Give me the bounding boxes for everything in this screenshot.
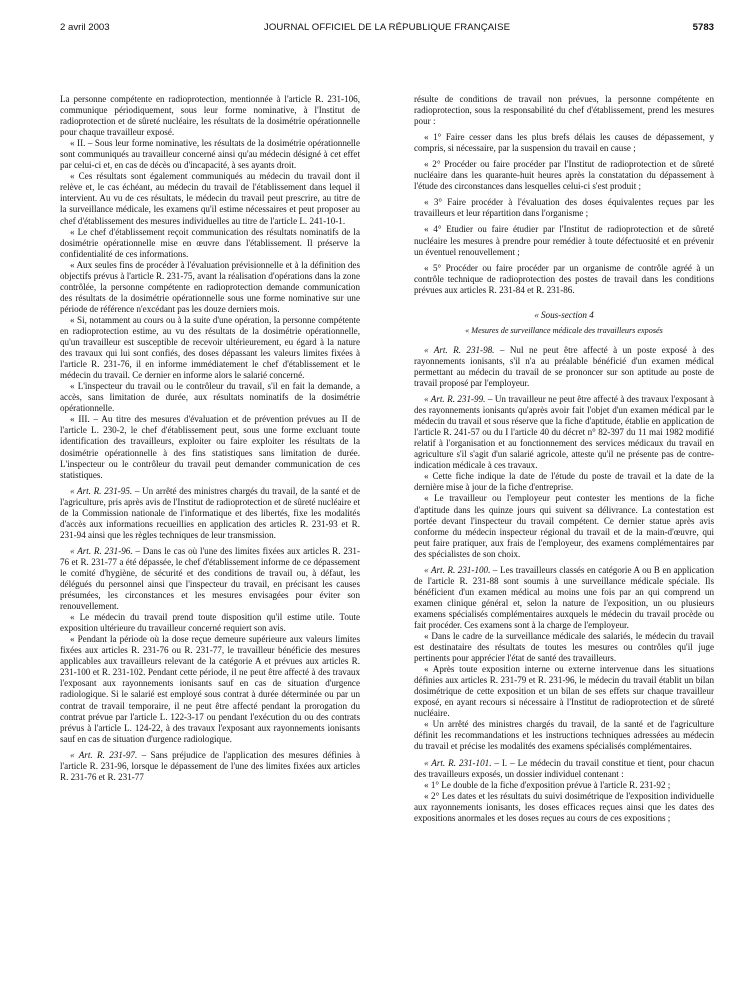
article-paragraph [414, 758, 714, 780]
article-text: – Dans le cas où l'une des limites fixées aux articles R. 231-76 et R. 231-77 a été dépassée, le chef d'établissement informe de ce dépassement le comité d'hygiène, de sécurité et des conditions de travail ou, à défaut, les délégués du personnel ainsi que l'inspecteur du travail, en précisant les causes présumées, les circonstances et les mesures envisagées pour éviter son renouvellement. [60, 545, 360, 612]
article-text: – I. – Le médecin du travail constitue et tient, pour chacun des travailleurs exposés, un dossier individuel contenant : [414, 757, 714, 779]
article-number: « Art. R. 231-98. [424, 344, 495, 355]
paragraph: résulte de conditions de travail non prévues, la personne compétente en radioprotection, sous la responsabilité du chef d'établissement, prend les mesures pour : [414, 94, 714, 127]
paragraph: « Si, notamment au cours ou à la suite d'une opération, la personne compétente en radioprotection estime, au vu des résultats de la dosimétrie opérationnelle, qu'un travailleur est susceptible de recevoir ultérieurement, eu égard à la nature des travaux qui lui sont confiés, des doses dépassant les valeurs limites fixées à l'article R. 231-76, il en informe immédiatement le chef d'établissement et le médecin du travail. Ce dernier en informe alors le salarié concerné. [60, 314, 360, 381]
article-text: – Un travailleur ne peut être affecté à des travaux l'exposant à des rayonnements ionisants qu'après avoir fait l'objet d'un examen médical par le médecin du travail et sous réserve que la fiche d'aptitude, établie en application de l'article R. 241-57 ou du I l'article 40 du décret n° 82-397 du 11 mai 1982 modifié relatif à l'organisation et au fonctionnement des services médicaux du travail en agriculture s'il s'agit d'un salarié agricole, atteste qu'il ne présente pas de contre-indication médicale à ces travaux. [414, 394, 714, 471]
article-text: – Les travailleurs classés en catégorie A ou B en application de l'article R. 231-88 sont soumis à une surveillance médicale spéciale. Ils bénéficient d'un examen médical au moins une fois par an qui comprend un examen clinique général et, selon la nature de l'exposition, un ou plusieurs examens spécialisés complémentaires auxquels le médecin du travail procède ou fait procéder. Ces examens sont à la charge de l'employeur. [414, 564, 714, 630]
list-item: « 1° Le double de la fiche d'exposition prévue à l'article R. 231-92 ; [424, 779, 671, 790]
paragraph: « Le travailleur ou l'employeur peut contester les mentions de la fiche d'aptitude dans les quinze jours qui suivent sa délivrance. La contestation est portée devant l'inspecteur du travail compétent. Ce dernier statue après avis conforme du médecin inspecteur régional du travail et de la main-d'œuvre, qui peut faire pratiquer, aux frais de l'employeur, des examens complémentaires par des spécialistes de son choix. [414, 493, 714, 559]
paragraph: « Le chef d'établissement reçoit communication des résultats nominatifs de la dosimétrie opérationnelle mise en œuvre dans l'établissement. Il préserve la confidentialité de ces informations. [60, 226, 360, 259]
paragraph: « Dans le cadre de la surveillance médicale des salariés, le médecin du travail est destinataire des résultats de toutes les mesures ou contrôles qu'il juge pertinents pour apprécier l'état de santé des travailleurs. [414, 631, 714, 664]
paragraph: « II. – Sous leur forme nominative, les résultats de la dosimétrie opérationnelle sont communiqués au travailleur concerné ainsi qu'au médecin désigné à cet effet par celui-ci et, en cas de décès ou d'incapacité, à ses ayants droit. [60, 138, 360, 171]
paragraph: « Cette fiche indique la date de l'étude du poste de travail et la date de la dernière mise à jour de la fiche d'entreprise. [414, 471, 714, 493]
paragraph: « Le médecin du travail prend toute disposition qu'il estime utile. Toute exposition ultérieure du travailleur concerné requiert son avis. [60, 612, 360, 634]
header-page-number: 5783 [692, 22, 714, 33]
article-paragraph [414, 394, 714, 471]
list-item: « 1° Faire cesser dans les plus brefs délais les causes de dépassement, y compris, si nécessaire, par la suspension du travail en cause ; [414, 132, 714, 154]
article-number: « Art. R. 231-95. [70, 485, 133, 496]
article-paragraph [414, 345, 714, 389]
article-number: « Art. R. 231-97. [70, 749, 138, 760]
subsection-heading: « Sous-section 4 [534, 309, 594, 320]
paragraph: « L'inspecteur du travail ou le contrôleur du travail, s'il en fait la demande, a accès, sans limitation de durée, aux résultats nominatifs de la dosimétrie opérationnelle. [60, 381, 360, 414]
article-paragraph [60, 546, 360, 612]
article-number: « Art. R. 231-96. [70, 545, 133, 556]
article-number: « Art. R. 231-100. [424, 564, 491, 575]
paragraph: « Un arrêté des ministres chargés du travail, de la santé et de l'agriculture définit les recommandations et les instructions techniques adressées au médecin du travail et précise les modalités des examens spécialisés complémentaires. [414, 719, 714, 752]
article-text: – Nul ne peut être affecté à un poste exposé à des rayonnements ionisants, s'il n'a au préalable bénéficié d'un examen médical permettant au médecin du travail de se prononcer sur son aptitude au poste de travail proposé par l'employeur. [414, 344, 715, 388]
list-item: « 4° Etudier ou faire étudier par l'Institut de radioprotection et de sûreté nucléaire les mesures à prendre pour remédier à toute défectuosité et en prévenir un éventuel renouvellement ; [414, 224, 714, 257]
article-paragraph [60, 486, 360, 541]
subsection-title: « Mesures de surveillance médicale des travailleurs exposés [465, 325, 663, 335]
header-date: 2 avril 2003 [60, 22, 110, 33]
paragraph: La personne compétente en radioprotection, mentionnée à l'article R. 231-106, communique périodiquement, sous leur forme nominative, à l'Institut de radioprotection et de sûreté nucléaire, les résultats de la dosimétrie opérationnelle pour chaque travailleur exposé. [60, 94, 360, 138]
list-item: « 2° Les dates et les résultats du suivi dosimétrique de l'exposition individuelle aux rayonnements ionisants, les doses efficaces reçues ainsi que les dates des expositions anormales et les doses reçues au cours de ces expositions ; [414, 790, 714, 823]
paragraph: « Aux seules fins de procéder à l'évaluation prévisionnelle et à la définition des objectifs prévus à l'article R. 231-75, avant la réalisation d'opérations dans la zone contrôlée, la personne compétente en radioprotection demande communication des résultats de la dosimétrie opérationnelle sous une forme nominative sur une période de référence n'excédant pas les douze derniers mois. [60, 259, 360, 314]
header-title: JOURNAL OFFICIEL DE LA RÉPUBLIQUE FRANÇAISE [263, 22, 511, 33]
paragraph: « Ces résultats sont également communiqués au médecin du travail dont il relève et, le cas échéant, au médecin du travail de l'établissement dans lequel il intervient. Au vu de ces résultats, le médecin du travail peut prescrire, au titre de la surveillance médicale, les examens qu'il estime nécessaires et peut proposer au chef d'établissement des mesures individuelles au titre de l'article L. 241-10-1. [60, 171, 360, 226]
page-header [60, 22, 714, 34]
article-text: – Sans préjudice de l'application des mesures définies à l'article R. 231-96, lorsque le dépassement de l'une des limites fixées aux articles R. 231-76 et R. 231-77 [60, 749, 360, 782]
article-paragraph [414, 565, 714, 631]
left-column [60, 94, 360, 783]
list-item: « 3° Faire procéder à l'évaluation des doses équivalentes reçues par les travailleurs et leur répartition dans l'organisme ; [414, 197, 714, 219]
article-paragraph [60, 750, 360, 783]
paragraph: « Pendant la période où la dose reçue demeure supérieure aux valeurs limites fixées aux articles R. 231-76 ou R. 231-77, le travailleur bénéficie des mesures applicables aux travailleurs relevant de la catégorie A et prévues aux articles R. 231-100 et R. 231-102. Pendant cette période, il ne peut être affecté à des travaux l'exposant aux rayonnements ionisants sauf en cas de situation d'urgence radiologique. Si le salarié est employé sous contrat à durée déterminée ou par un contrat de travail temporaire, il ne peut être affecté pendant la prorogation du contrat prévue par l'article L. 122-3-17 ou pendant l'exécution du ou des contrats prévus à l'article L. 124-22, à des travaux l'exposant aux rayonnements ionisants sauf en cas de situation d'urgence radiologique. [60, 634, 360, 744]
article-text: – Un arrêté des ministres chargés du travail, de la santé et de l'agriculture, pris après avis de l'Institut de radioprotection et de sûreté nucléaire et de la Commission nationale de l'informatique et des libertés, fixe les modalités d'accès aux informations recueillies en application des articles R. 231-93 et R. 231-94 ainsi que les règles techniques de leur transmission. [60, 485, 360, 540]
right-column [414, 94, 714, 824]
article-number: « Art. R. 231-101. [424, 757, 492, 768]
paragraph: « Après toute exposition interne ou externe intervenue dans les situations définies aux articles R. 231-79 et R. 231-96, le médecin du travail établit un bilan dosimétrique de cette exposition et un bilan de ses effets sur chaque travailleur exposé, en ayant recours si nécessaire à l'Institut de radioprotection et de sûreté nucléaire. [414, 664, 714, 719]
list-item: « 2° Procéder ou faire procéder par l'Institut de radioprotection et de sûreté nucléaire dans les quarante-huit heures après la constatation du dépassement à l'étude des circonstances dans lesquelles celui-ci s'est produit ; [414, 159, 714, 192]
list-item: « 5° Procéder ou faire procéder par un organisme de contrôle agréé à un contrôle technique de radioprotection des postes de travail dans les conditions prévues aux articles R. 231-84 et R. 231-86. [414, 262, 714, 295]
article-number: « Art. R. 231-99. [424, 394, 486, 405]
paragraph: « III. – Au titre des mesures d'évaluation et de prévention prévues au II de l'article L. 230-2, le chef d'établissement peut, sous une forme excluant toute identification des travailleurs, exploiter ou faire exploiter les résultats de la dosimétrie opérationnelle à des fins statistiques sans limitation de durée. L'inspecteur ou le contrôleur du travail peut demander communication de ces statistiques. [60, 414, 360, 480]
